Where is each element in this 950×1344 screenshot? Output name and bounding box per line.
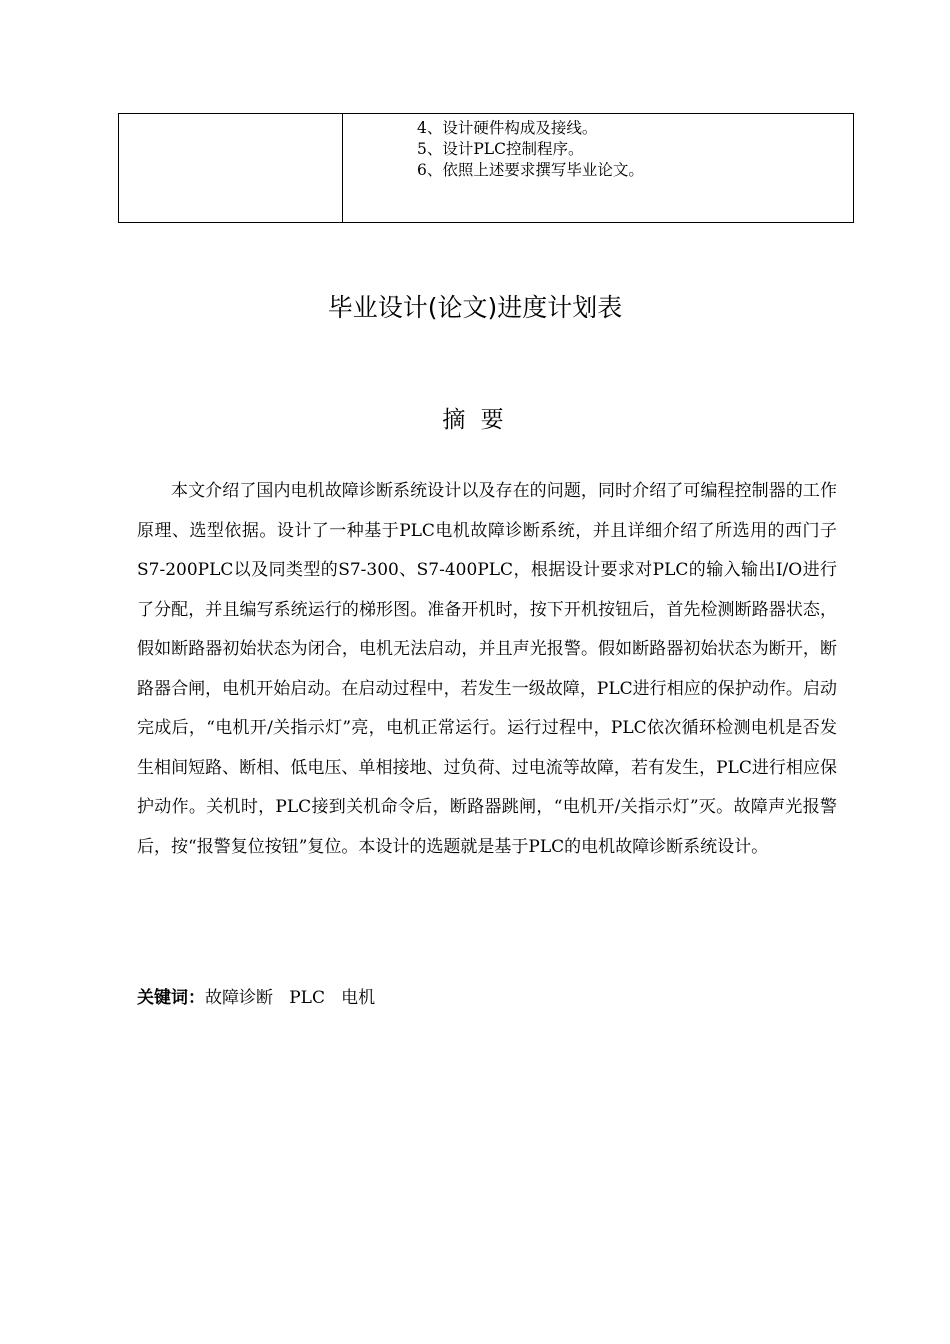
abstract-body: 本文介绍了国内电机故障诊断系统设计以及存在的问题，同时介绍了可编程控制器的工作原理、选型依据。设计了一种基于PLC电机故障诊断系统，并且详细介绍了所选用的西门子S7-200PLC以及同类型的S7-300、S7-400PLC，根据设计要求对PLC的输入输出I/O进行了分配，并且编写系统运行的梯形图。准备开机时，按下开机按钮后，首先检测断路器状态，假如断路器初始状态为闭合，电机无法启动，并且声光报警。假如断路器初始状态为断开，断路器合闸，电机开始启动。在启动过程中，若发生一级故障，PLC进行相应的保护动作。启动完成后，“电机开/关指示灯”亮，电机正常运行。运行过程中，PLC依次循环检测电机是否发生相间短路、断相、低电压、单相接地、过负荷、过电流等故障，若有发生，PLC进行相应保护动作。关机时，PLC接到关机命令后，断路器跳闸，“电机开/关指示灯”灭。故障声光报警后，按“报警复位按钮”复位。本设计的选题就是基于PLC的电机故障诊断系统设计。 [137,481,837,857]
task-table-left-cell [119,114,343,222]
task-item-6: 6、依照上述要求撰写毕业论文。 [417,161,644,179]
task-item-4: 4、设计硬件构成及接线。 [417,119,598,137]
task-table [118,113,854,223]
keywords-line [137,984,375,1012]
abstract-heading: 摘 要 [442,407,508,433]
task-item-5: 5、设计PLC控制程序。 [417,140,584,158]
keywords-value: 故障诊断 PLC 电机 [205,988,376,1008]
plan-heading: 毕业设计(论文)进度计划表 [327,293,623,322]
task-table-right-cell [343,114,853,222]
keywords-label: 关键词： [137,988,205,1008]
